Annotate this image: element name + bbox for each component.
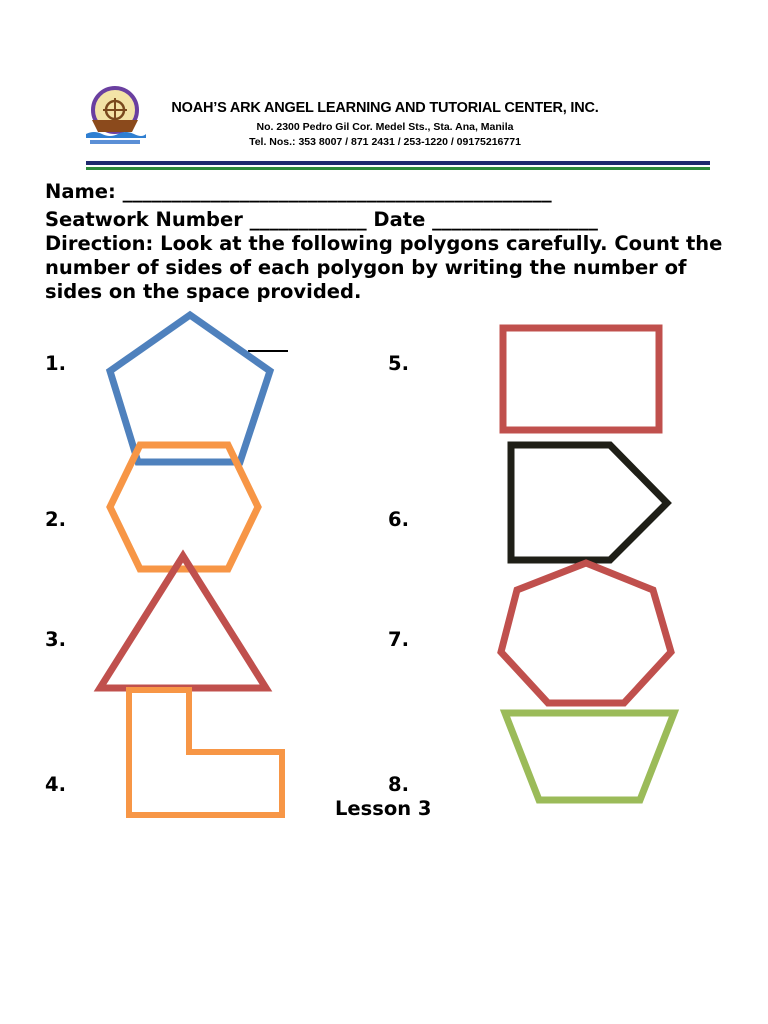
item-number-6: 6.: [388, 508, 409, 531]
item-number-1: 1.: [45, 352, 66, 375]
shape-rectangle-red: [503, 328, 659, 430]
item-number-8: 8.: [388, 773, 409, 796]
directions-text: Direction: Look at the following polygons carefully. Count the number of sides of each polygon by writing the number of sides on the space provided.: [45, 232, 723, 303]
name-line: Name: ____________________________________________: [45, 180, 552, 203]
school-name: NOAH’S ARK ANGEL LEARNING AND TUTORIAL CENTER, INC.: [171, 100, 599, 116]
seatwork-date-line: Seatwork Number ____________ Date _________________: [45, 208, 598, 231]
item-number-3: 3.: [45, 628, 66, 651]
item-number-7: 7.: [388, 628, 409, 651]
item-number-5: 5.: [388, 352, 409, 375]
shape-trapezoid-green: [505, 713, 674, 800]
lesson-label: Lesson 3: [335, 797, 432, 820]
shape-l-hexagon-orange: [129, 690, 282, 815]
item-number-2: 2.: [45, 508, 66, 531]
school-telephone: Tel. Nos.: 353 8007 / 871 2431 / 253-1220 / 09175216771: [249, 136, 521, 148]
shape-triangle-red: [100, 556, 266, 688]
shape-heptagon-red: [501, 563, 671, 703]
school-address: No. 2300 Pedro Gil Cor. Medel Sts., Sta. Ana, Manila: [256, 121, 514, 133]
shape-pentagon-black: [511, 445, 667, 560]
item-number-4: 4.: [45, 773, 66, 796]
shape-pentagon-blue: [110, 315, 270, 462]
